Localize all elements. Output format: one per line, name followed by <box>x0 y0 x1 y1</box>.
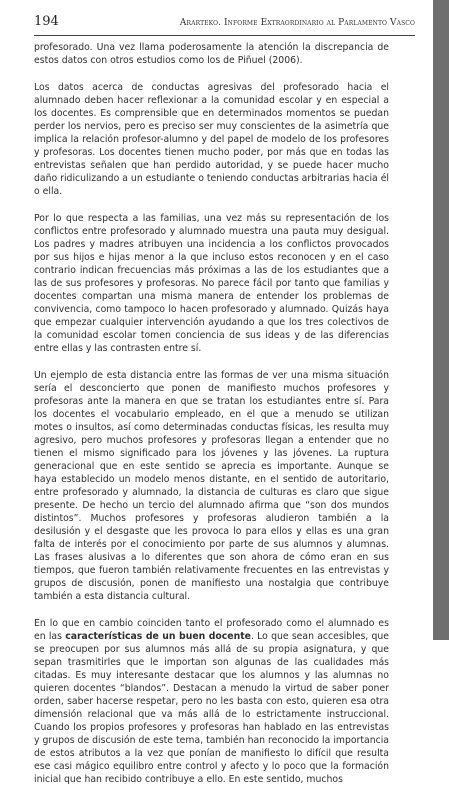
paragraph-5-lead: En lo que en cambio coinciden tanto el profesorado como el alumnado es en las <box>34 618 389 642</box>
page-header <box>34 14 415 32</box>
paragraph-5 <box>34 617 389 786</box>
paragraph-4: Un ejemplo de esta distancia entre las formas de ver una misma situación sería el desconcierto que ponen de manifiesto muchos profesores y profesoras ante la manera en que se tratan los estudiantes entre sí. Para los docentes el vocabulario empleado, en el que a menudo se utilizan motes o insultos, así como determinadas conductas físicas, les resulta muy agresivo, pero muchos profesores y profesoras llegan a entender que no tienen el mismo significado para los jóvenes y las jóvenes. La ruptura generacional que en este sentido se aprecia es importante. Aunque se haya establecido un modelo menos distante, en el sentido de autoritario, entre profesorado y alumnado, la distancia de culturas es claro que sigue presente. De hecho un tercio del alumnado afirma que “son dos mundos distintos”. Muchos profesores y profesoras aludieron también a la desilusión y el desgaste que les provoca lo para ellos y ellas es una gran falta de interés por el conocimiento por parte de sus alumnos y alumnas. Las frases alusivas a lo diferentes que son ahora de cómo eran en sus tiempos, que fueron también relativamente frecuentes en las entrevistas y grupos de discusión, ponen de manifiesto una nostalgia que contribuye también a esta distancia cultural. <box>34 370 389 602</box>
paragraph-5-rest: . Lo que sean accesibles, que se preocupen por sus alumnos más allá de su propia asignatura, y que sepan trasmitirles que le importan son algunas de las cualidades más citadas. Es muy interesante destacar que los alumnos y las alumnas no quieren docentes “blandos”. Destacan a menudo la virtud de saber poner orden, saber hacerse respetar, pero no les basta con esto, quieren esa otra dimensión relacional que va más allá de lo estrictamente instruccional. Cuando los propios profesores y profesoras han hablado en las entrevistas y grupos de discusión de este tema, también han reconocido la importancia de estos atributos a la vez que ponían de manifiesto lo difícil que resulta ese casi mágico equilibro entre control y afecto y lo poco que la formación inicial que han recibido contribuye a ello. En este sentido, muchos <box>34 631 389 785</box>
body-text <box>34 41 389 786</box>
bold-phrase: características de un buen docente <box>65 631 251 642</box>
paragraph-3: Por lo que respecta a las familias, una vez más su representación de los conflictos entre profesorado y alumnado muestra una pauta muy desigual. Los padres y madres atribuyen una incidencia a los conflictos provocados por sus hijos e hijas menor a la que incluso estos reconocen y en el caso contrario indican frecuencias más próximas a las de los estudiantes que a las de sus profesores y profesoras. No parece fácil por tanto que familias y docentes compartan una misma manera de entender los problemas de convivencia, como tampoco lo hacen profesorado y alumnado. Quizás haya que empezar cualquier intervención ayudando a que los tres colectivos de la comunidad escolar tomen conciencia de sus ideas y de las diferencias entre ellas y las contrasten entre sí. <box>34 213 389 354</box>
page-number: 194 <box>34 14 59 29</box>
paragraph-2: Los datos acerca de conductas agresivas del profesorado hacia el alumnado deben hacer reflexionar a la comunidad escolar y en especial a los docentes. Es comprensible que en determinados momentos se puedan perder los nervios, pero es preciso ser muy conscientes de la asimetría que implica la relación profesor-alumno y del papel de modelo de los profesores y profesoras. Los docentes tienen mucho poder, por más que en todas las entrevistas señalen que han perdido autoridad, y se puede hacer mucho daño ridiculizando a un estudiante o teniendo conductas arbitrarias hacia él o ella. <box>34 82 389 197</box>
running-title: Ararteko. Informe Extraordinario al Parlamento Vasco <box>179 18 415 28</box>
header-divider <box>34 35 415 36</box>
paragraph-1: profesorado. Una vez llama poderosamente la atención la discrepancia de estos datos con otros estudios como los de Piñuel (2006). <box>34 42 389 66</box>
page-edge-bar <box>433 0 449 640</box>
